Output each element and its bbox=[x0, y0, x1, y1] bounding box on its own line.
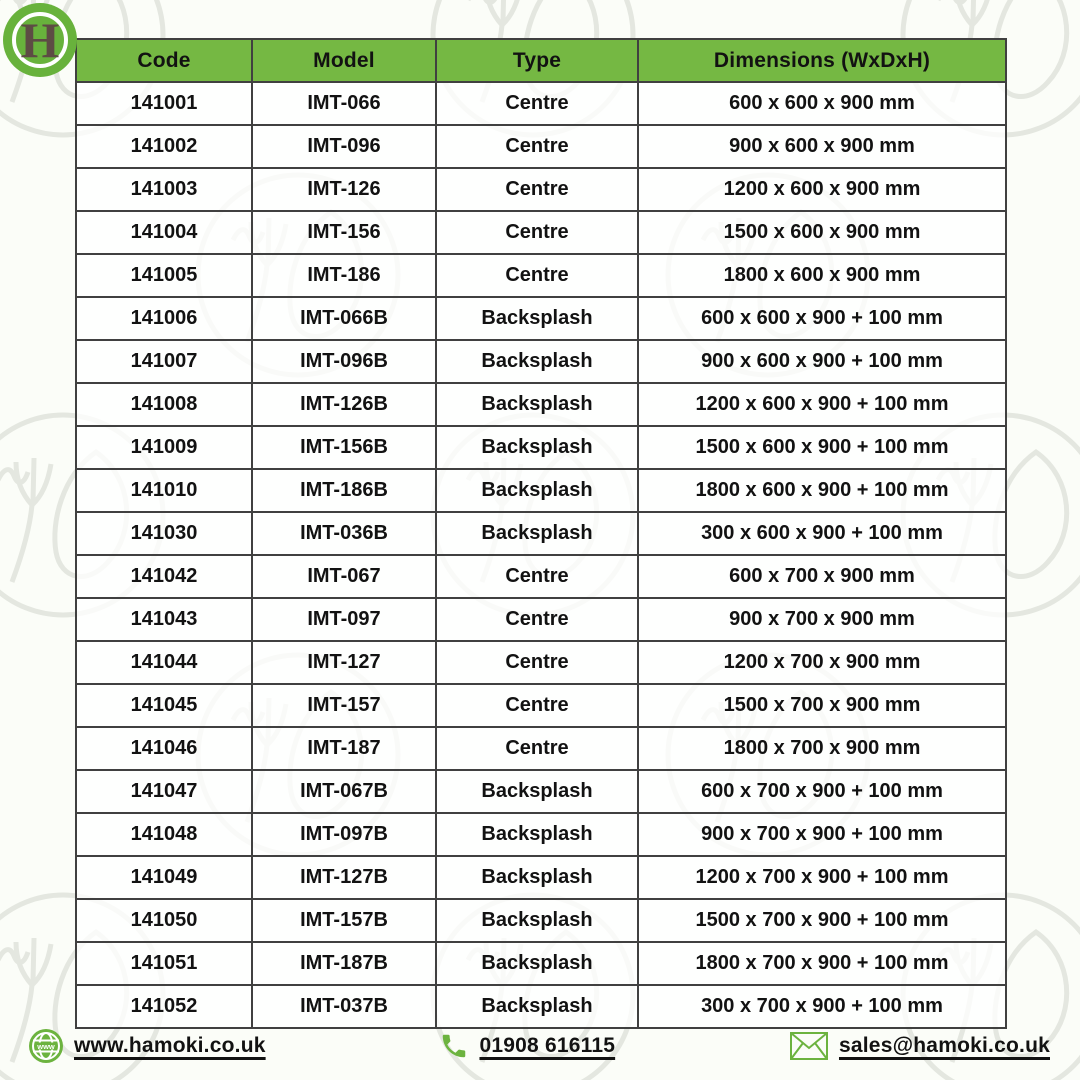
table-cell: IMT-127B bbox=[252, 856, 436, 899]
table-row bbox=[76, 641, 1006, 684]
table-cell: 141010 bbox=[76, 469, 252, 512]
table-cell: IMT-067 bbox=[252, 555, 436, 598]
table-cell: 300 x 600 x 900 + 100 mm bbox=[638, 512, 1006, 555]
globe-icon bbox=[28, 1028, 64, 1064]
table-cell: 1800 x 600 x 900 mm bbox=[638, 254, 1006, 297]
table-cell: 141004 bbox=[76, 211, 252, 254]
table-cell: 141049 bbox=[76, 856, 252, 899]
table-cell: IMT-066B bbox=[252, 297, 436, 340]
table-cell: Backsplash bbox=[436, 899, 638, 942]
table-row bbox=[76, 211, 1006, 254]
email-contact bbox=[789, 1031, 1050, 1061]
table-cell: Backsplash bbox=[436, 942, 638, 985]
table-cell: 141030 bbox=[76, 512, 252, 555]
table-cell: 600 x 600 x 900 mm bbox=[638, 82, 1006, 125]
table-cell: 1800 x 600 x 900 + 100 mm bbox=[638, 469, 1006, 512]
svg-text:www: www bbox=[37, 1041, 55, 1051]
table-cell: 141001 bbox=[76, 82, 252, 125]
table-cell: 900 x 700 x 900 mm bbox=[638, 598, 1006, 641]
email-link[interactable]: sales@hamoki.co.uk bbox=[838, 1034, 1050, 1057]
table-cell: 900 x 700 x 900 + 100 mm bbox=[638, 813, 1006, 856]
table-cell: Backsplash bbox=[436, 426, 638, 469]
table-row bbox=[76, 598, 1006, 641]
table-cell: Centre bbox=[436, 684, 638, 727]
table-row bbox=[76, 254, 1006, 297]
table-cell: 600 x 700 x 900 + 100 mm bbox=[638, 770, 1006, 813]
table-row bbox=[76, 426, 1006, 469]
table-row bbox=[76, 555, 1006, 598]
table-cell: 300 x 700 x 900 + 100 mm bbox=[638, 985, 1006, 1028]
table-cell: 1500 x 700 x 900 + 100 mm bbox=[638, 899, 1006, 942]
footer bbox=[28, 1024, 1050, 1068]
table-cell: Backsplash bbox=[436, 340, 638, 383]
column-header: Dimensions (WxDxH) bbox=[638, 39, 1006, 82]
table-cell: Backsplash bbox=[436, 985, 638, 1028]
table-cell: IMT-127 bbox=[252, 641, 436, 684]
table-cell: 141005 bbox=[76, 254, 252, 297]
table-row bbox=[76, 899, 1006, 942]
brand-logo bbox=[3, 3, 77, 77]
table-row bbox=[76, 684, 1006, 727]
table-cell: Backsplash bbox=[436, 813, 638, 856]
table-cell: 141044 bbox=[76, 641, 252, 684]
table-row bbox=[76, 942, 1006, 985]
table-cell: 600 x 600 x 900 + 100 mm bbox=[638, 297, 1006, 340]
table-cell: 1500 x 700 x 900 mm bbox=[638, 684, 1006, 727]
table-cell: IMT-157 bbox=[252, 684, 436, 727]
logo-letter: H bbox=[20, 12, 60, 68]
table-cell: IMT-186 bbox=[252, 254, 436, 297]
table-cell: Centre bbox=[436, 555, 638, 598]
table-cell: 141008 bbox=[76, 383, 252, 426]
column-header: Model bbox=[252, 39, 436, 82]
table-cell: IMT-186B bbox=[252, 469, 436, 512]
table-cell: Centre bbox=[436, 168, 638, 211]
table-cell: Centre bbox=[436, 641, 638, 684]
table-cell: IMT-126 bbox=[252, 168, 436, 211]
column-header: Type bbox=[436, 39, 638, 82]
phone-link[interactable]: 01908 616115 bbox=[479, 1034, 616, 1057]
table-cell: 900 x 600 x 900 + 100 mm bbox=[638, 340, 1006, 383]
table-cell: 141009 bbox=[76, 426, 252, 469]
table-cell: 1200 x 600 x 900 + 100 mm bbox=[638, 383, 1006, 426]
table-cell: IMT-097B bbox=[252, 813, 436, 856]
table-cell: IMT-187B bbox=[252, 942, 436, 985]
table-cell: IMT-157B bbox=[252, 899, 436, 942]
table-cell: 141003 bbox=[76, 168, 252, 211]
table-cell: IMT-097 bbox=[252, 598, 436, 641]
table-cell: 1500 x 600 x 900 + 100 mm bbox=[638, 426, 1006, 469]
table-cell: 1800 x 700 x 900 + 100 mm bbox=[638, 942, 1006, 985]
table-header-row bbox=[76, 39, 1006, 82]
table-row bbox=[76, 297, 1006, 340]
table-cell: 141045 bbox=[76, 684, 252, 727]
table-cell: IMT-096 bbox=[252, 125, 436, 168]
table-row bbox=[76, 82, 1006, 125]
table-row bbox=[76, 469, 1006, 512]
table-cell: 900 x 600 x 900 mm bbox=[638, 125, 1006, 168]
table-cell: Backsplash bbox=[436, 856, 638, 899]
table-cell: Centre bbox=[436, 211, 638, 254]
table-cell: Backsplash bbox=[436, 770, 638, 813]
phone-icon bbox=[439, 1031, 469, 1061]
table-cell: 141052 bbox=[76, 985, 252, 1028]
website-link[interactable]: www.hamoki.co.uk bbox=[74, 1034, 266, 1057]
table-cell: IMT-096B bbox=[252, 340, 436, 383]
table-cell: 141047 bbox=[76, 770, 252, 813]
table-cell: 141042 bbox=[76, 555, 252, 598]
table-cell: 1200 x 700 x 900 mm bbox=[638, 641, 1006, 684]
table-cell: 141007 bbox=[76, 340, 252, 383]
table-row bbox=[76, 856, 1006, 899]
table-cell: Backsplash bbox=[436, 512, 638, 555]
table-cell: Backsplash bbox=[436, 297, 638, 340]
product-table bbox=[75, 38, 1007, 1029]
table-row bbox=[76, 727, 1006, 770]
table-cell: IMT-067B bbox=[252, 770, 436, 813]
table-cell: 141006 bbox=[76, 297, 252, 340]
table-cell: Backsplash bbox=[436, 383, 638, 426]
table-cell: 141050 bbox=[76, 899, 252, 942]
table-cell: 141046 bbox=[76, 727, 252, 770]
table-row bbox=[76, 383, 1006, 426]
table-cell: Centre bbox=[436, 254, 638, 297]
table-cell: 141043 bbox=[76, 598, 252, 641]
table-cell: 1200 x 700 x 900 + 100 mm bbox=[638, 856, 1006, 899]
table-row bbox=[76, 813, 1006, 856]
table-cell: IMT-037B bbox=[252, 985, 436, 1028]
table-row bbox=[76, 125, 1006, 168]
table-row bbox=[76, 340, 1006, 383]
table-cell: IMT-066 bbox=[252, 82, 436, 125]
table-cell: 141051 bbox=[76, 942, 252, 985]
table-cell: IMT-126B bbox=[252, 383, 436, 426]
table-cell: 1800 x 700 x 900 mm bbox=[638, 727, 1006, 770]
table-cell: Centre bbox=[436, 82, 638, 125]
table-cell: IMT-187 bbox=[252, 727, 436, 770]
website-contact bbox=[28, 1028, 266, 1064]
phone-contact bbox=[439, 1031, 615, 1061]
table-cell: Centre bbox=[436, 727, 638, 770]
column-header: Code bbox=[76, 39, 252, 82]
table-cell: Centre bbox=[436, 125, 638, 168]
table-cell: 141048 bbox=[76, 813, 252, 856]
table-row bbox=[76, 512, 1006, 555]
table-row bbox=[76, 168, 1006, 211]
table-cell: 1200 x 600 x 900 mm bbox=[638, 168, 1006, 211]
table-cell: 141002 bbox=[76, 125, 252, 168]
table-cell: IMT-036B bbox=[252, 512, 436, 555]
table-row bbox=[76, 985, 1006, 1028]
table-cell: 1500 x 600 x 900 mm bbox=[638, 211, 1006, 254]
table-cell: Backsplash bbox=[436, 469, 638, 512]
table-cell: 600 x 700 x 900 mm bbox=[638, 555, 1006, 598]
table-row bbox=[76, 770, 1006, 813]
table-cell: Centre bbox=[436, 598, 638, 641]
email-icon bbox=[789, 1031, 829, 1061]
table-cell: IMT-156B bbox=[252, 426, 436, 469]
table-cell: IMT-156 bbox=[252, 211, 436, 254]
